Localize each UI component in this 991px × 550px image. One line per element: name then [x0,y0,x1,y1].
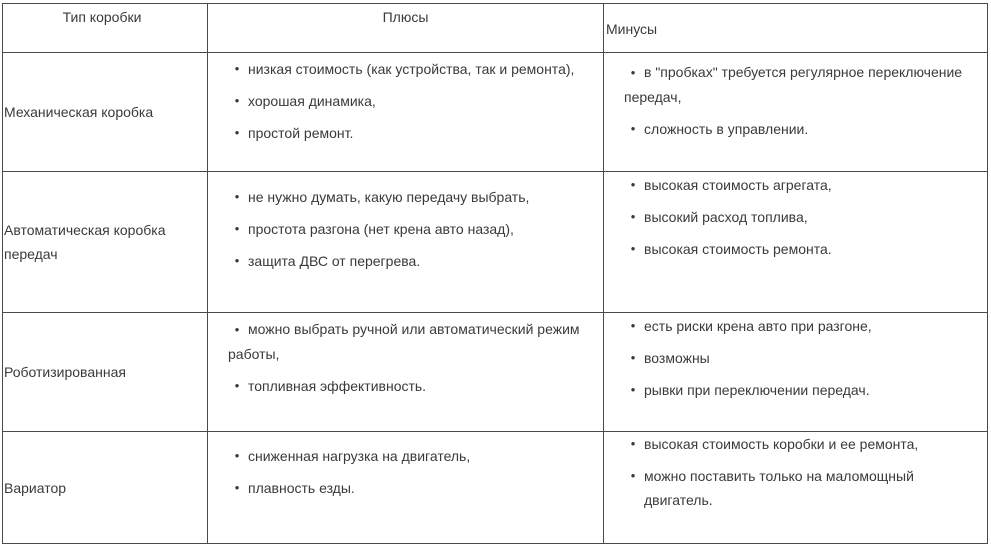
bullet-icon: • [630,177,636,192]
list-item: • высокая стоимость коробки и ее ремонта, [624,432,981,456]
bullet-icon: • [630,318,636,333]
list-item: • высокая стоимость агрегата, [624,173,981,197]
bullet-icon: • [630,382,636,397]
bullet-icon: • [630,65,636,80]
bullet-icon: • [234,448,240,463]
table-row [3,432,988,544]
cons-cell [604,172,988,313]
list-item: • топливная эффективность. [228,374,597,398]
cons-cell [604,53,988,172]
comparison-table [2,3,988,544]
pros-cell [208,53,604,172]
bullet-icon: • [234,322,240,337]
list-item: • простой ремонт. [228,121,597,145]
bullet-icon: • [234,378,240,393]
header-pros: Плюсы [208,4,604,53]
bullet-icon: • [234,61,240,76]
bullet-icon: • [630,121,636,136]
list-item: • высокая стоимость ремонта. [624,237,981,261]
list-item: • простота разгона (нет крена авто назад), [228,217,597,241]
pros-cell [208,172,604,313]
row-name: Автоматическая коробка передач [3,172,208,313]
bullet-icon: • [630,350,636,365]
list-item: • сложность в управлении. [624,117,981,141]
list-item: • плавность езды. [228,476,597,500]
list-item: • в "пробках" требуется регулярное переключение передач, [624,60,981,109]
bullet-icon: • [630,468,636,483]
list-item: • можно поставить только на маломощный двигатель. [624,464,981,512]
bullet-icon: • [234,480,240,495]
row-name: Вариатор [3,432,208,544]
pros-cell [208,313,604,432]
list-item: • хорошая динамика, [228,89,597,113]
table-row [3,313,988,432]
header-type: Тип коробки [3,4,208,53]
list-item: • сниженная нагрузка на двигатель, [228,444,597,468]
bullet-icon: • [234,189,240,204]
bullet-icon: • [630,209,636,224]
bullet-icon: • [234,125,240,140]
list-item: • рывки при переключении передач. [624,378,981,402]
list-item: • защита ДВС от перегрева. [228,249,597,273]
bullet-icon: • [234,253,240,268]
list-item: • есть риски крена авто при разгоне, [624,314,981,338]
bullet-icon: • [234,93,240,108]
pros-cell [208,432,604,544]
header-cons: Минусы [604,4,988,53]
table-row [3,172,988,313]
table-header-row [3,4,988,53]
list-item: • высокий расход топлива, [624,205,981,229]
cons-cell [604,313,988,432]
bullet-icon: • [234,221,240,236]
row-name: Механическая коробка [3,53,208,172]
cons-cell [604,432,988,544]
list-item: • не нужно думать, какую передачу выбрать, [228,185,597,209]
list-item: • возможны [624,346,981,370]
bullet-icon: • [630,436,636,451]
list-item: • можно выбрать ручной или автоматический режим работы, [228,317,597,366]
list-item: • низкая стоимость (как устройства, так и ремонта), [228,57,597,81]
row-name: Роботизированная [3,313,208,432]
bullet-icon: • [630,241,636,256]
table-row [3,53,988,172]
